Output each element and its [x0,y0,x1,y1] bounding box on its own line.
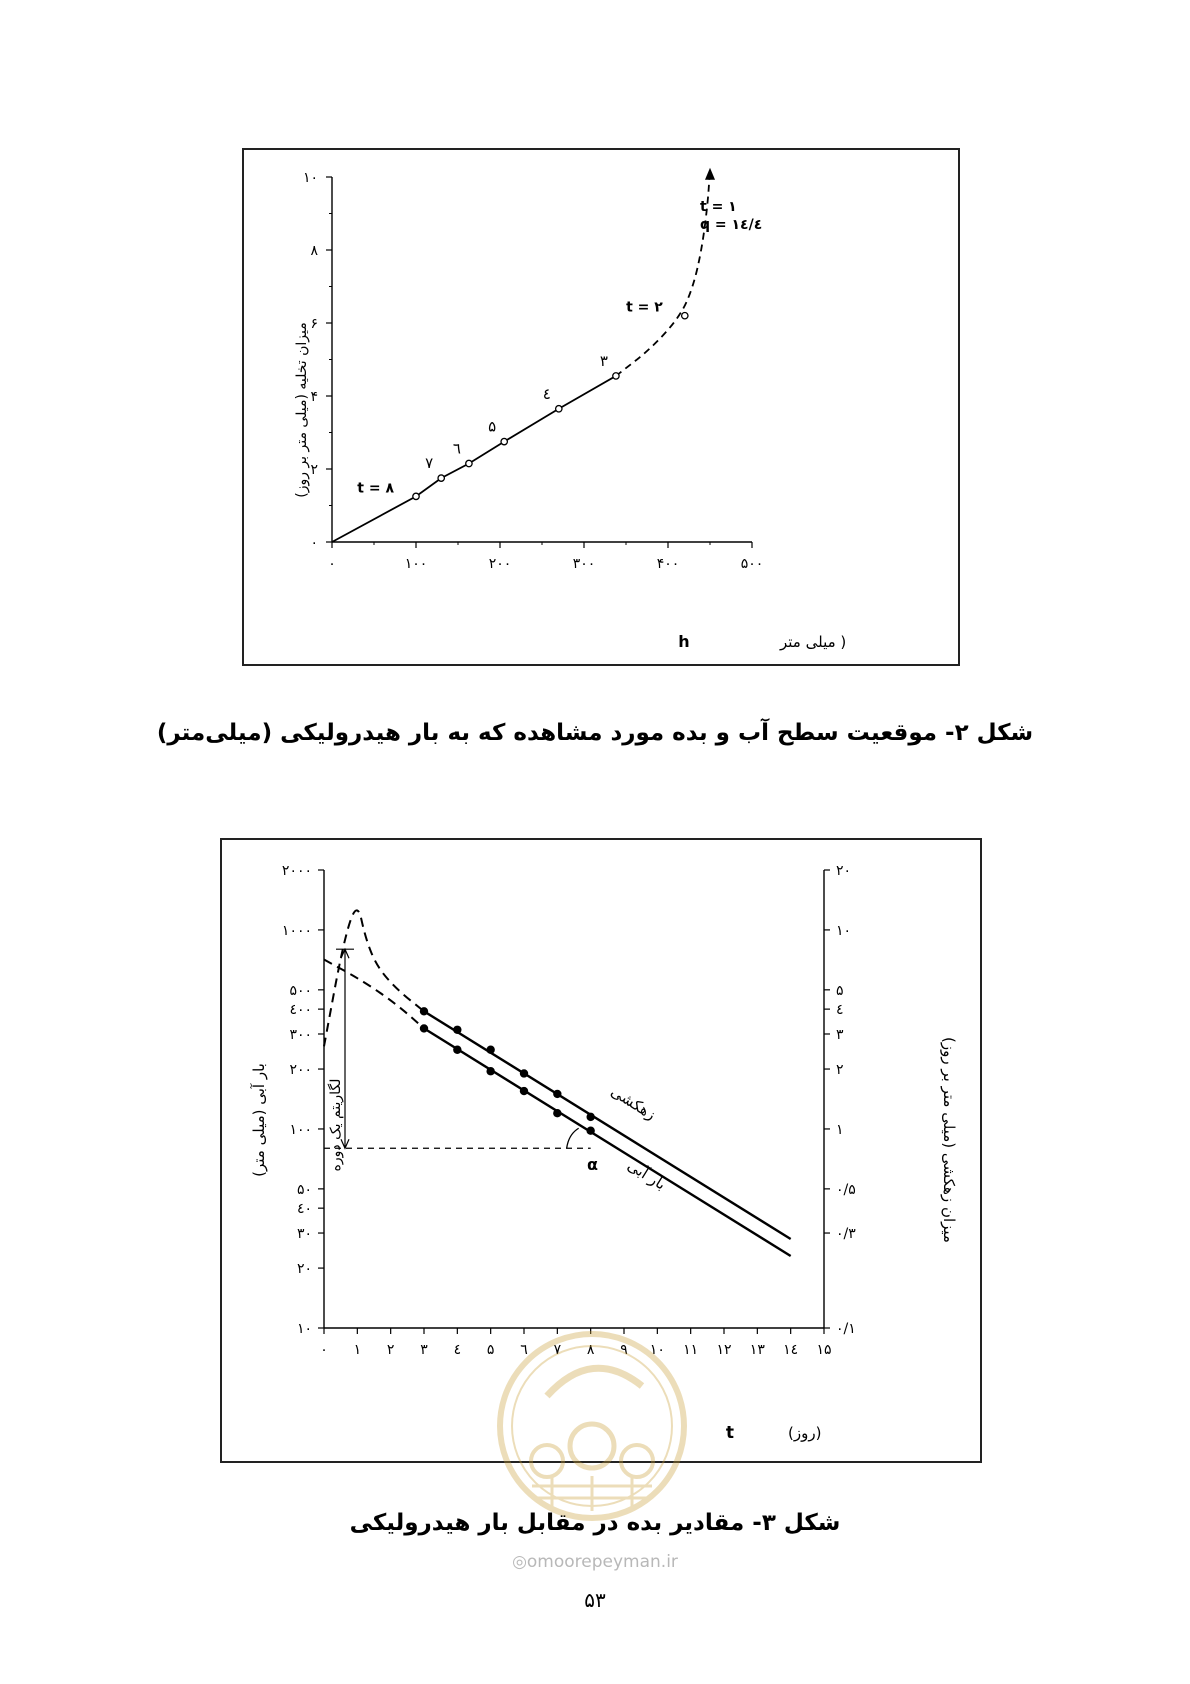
fig2-x-tick-label: ۰ [328,556,336,572]
fig3-x-tick-label: ۹ [620,1342,628,1358]
fig2-x-tick-label: ۳۰۰ [572,556,596,572]
fig3-y-left-tick-label: ۵۰۰ [289,982,312,999]
figure-2-caption: شکل ۲- موقعیت سطح آب و بده مورد مشاهده که به بار هیدرولیکی (میلی‌متر) [156,720,1034,746]
fig2-x-tick-label: ۲۰۰ [488,556,512,572]
fig2-point-label: ۷ [425,454,434,473]
fig3-x-tick-label: ۱ [353,1342,362,1358]
figure-2-axes [303,170,763,572]
fig3-data-point [553,1109,561,1117]
figure-3-lines [324,910,791,1256]
fig3-y-left-tick-label: ۱۰۰ [289,1121,312,1138]
fig3-y-left-tick-label: ۲۰ [296,1261,312,1278]
fig3-y-left-tick-label: ۱۰ [296,1321,312,1337]
fig2-data-point [438,475,444,481]
fig3-y-left-tick-label: ۲۰۰۰ [281,863,312,879]
fig3-y-right-tick-label: ٤ [836,1002,844,1019]
fig2-point-label: ٤ [542,384,551,403]
figure-2-annotation-q: q = ۱٤/٤ [700,217,763,233]
fig3-y-left-tick-label: ۲۰۰ [289,1062,312,1079]
fig3-x-tick-label: ۰ [320,1342,328,1358]
fig2-point-label: ۳ [599,351,608,370]
fig3-series-line-0 [424,1011,791,1239]
fig2-y-tick-label: ۲ [310,462,318,478]
fig2-arrowhead [705,168,715,180]
fig2-y-tick-label: ۸ [310,243,318,259]
fig3-y-left-tick-label: ٤۰۰ [289,1002,312,1019]
fig3-data-point [553,1090,561,1098]
fig3-y-left-tick-label: ۵۰ [296,1181,312,1198]
fig2-data-point [501,438,507,444]
fig3-x-tick-label: ۱۰ [649,1342,665,1358]
fig2-point-label: t = ۲ [626,299,663,316]
fig3-series-line-1 [424,1028,791,1256]
fig3-x-tick-label: ۱۵ [816,1342,832,1358]
fig3-series-label: بار آبی [624,1156,670,1194]
figure-3-ylabel-right: میزان زهکشی (میلی متر بر روز) [940,1037,958,1243]
seal-watermark [492,1326,692,1526]
figure-3-caption: شکل ۳- مقادیر بده در مقابل بار هیدرولیکی [349,1510,841,1536]
fig3-data-point [453,1046,461,1054]
fig3-y-right-tick-label: ۳ [836,1026,844,1043]
fig3-x-tick-label: ۷ [553,1342,562,1358]
fig3-series-label: زهکشی [607,1082,660,1124]
figure-2-frame [242,148,960,666]
figure-3-xlabel-var: t [725,1423,735,1443]
fig3-x-tick-label: ۱۳ [749,1342,765,1358]
fig3-x-tick-label: ۱٤ [783,1342,799,1358]
fig2-y-tick-label: ۶ [310,316,318,332]
figure-3-ylabel-left: بار آبی (میلی متر) [250,1063,268,1177]
fig2-x-tick-label: ۴۰۰ [656,556,680,572]
fig3-alpha-arc [567,1128,579,1148]
fig3-data-point [420,1007,428,1015]
fig2-x-tick-label: ۱۰۰ [404,556,428,572]
fig3-data-point [520,1087,528,1095]
figure-3-xlabel-unit: (روز) [788,1424,822,1442]
fig2-y-tick-label: ۱۰ [302,170,318,186]
figure-2-xlabel-var: h [678,632,690,651]
fig3-data-point [586,1127,594,1135]
watermark-site [0,1552,1190,1572]
fig3-x-tick-label: ۲ [386,1342,395,1358]
fig3-y-left-tick-label: ٤۰ [296,1201,312,1218]
fig3-data-point [520,1069,528,1077]
fig3-y-right-tick-label: ۲۰ [836,863,852,879]
figure-2-annotation-t1: t = ۱ [700,199,737,215]
fig2-data-point [613,373,619,379]
fig3-x-tick-label: ۱۱ [683,1342,699,1358]
fig3-x-tick-label: ۸ [586,1342,595,1358]
watermark-site-text: omoorepeyman.ir [526,1552,678,1572]
fig2-data-point [466,460,472,466]
fig3-data-point [420,1024,428,1032]
fig3-data-point [586,1113,594,1121]
fig3-series-dashed-0 [324,910,424,1046]
fig2-data-point [556,406,562,412]
fig3-data-point [486,1046,494,1054]
fig3-y-right-tick-label: ۰/۵ [836,1181,856,1198]
fig3-y-right-tick-label: ۰/۳ [836,1226,856,1243]
globe-icon: ◎ [512,1552,527,1572]
fig3-x-tick-label: ۳ [420,1342,428,1358]
fig2-point-label: ۵ [488,417,497,436]
fig3-data-point [453,1026,461,1034]
fig2-point-label: ٦ [452,439,461,458]
figure-2-xlabel-unit: ( میلی متر [780,633,847,651]
figure-3-period-label: لگاریتم یک دوره [328,1078,344,1172]
fig3-x-tick-label: ٤ [453,1342,462,1358]
fig2-series-solid [332,376,616,542]
fig3-x-tick-label: ۵ [486,1342,495,1358]
fig2-series-dashed [616,170,710,376]
fig2-data-point [413,493,419,499]
figure-2-points [357,300,688,500]
fig3-data-point [486,1067,494,1075]
figure-3-axes [282,863,856,1358]
fig3-y-right-tick-label: ۵ [836,982,844,999]
fig2-data-point [682,313,688,319]
fig3-y-right-tick-label: ۰/۱ [836,1321,856,1337]
fig3-x-tick-label: ۱۲ [716,1342,732,1358]
figure-3-alpha-label: α [587,1155,598,1174]
figure-2-ylabel: میزان تخلیه (میلی متر بر روز) [294,322,310,498]
fig3-y-left-tick-label: ۳۰۰ [289,1026,312,1043]
page-number: ۵۳ [584,1588,606,1612]
figure-2-chart [244,150,958,664]
fig3-x-tick-label: ٦ [520,1342,528,1358]
fig3-y-right-tick-label: ۲ [836,1062,844,1079]
fig2-x-tick-label: ۵۰۰ [740,556,764,572]
fig3-y-left-tick-label: ۳۰ [296,1226,312,1243]
fig2-y-tick-label: ۰ [310,535,318,551]
fig2-point-label: t = ۸ [357,480,394,497]
fig3-y-left-tick-label: ۱۰۰۰ [281,922,312,939]
fig3-y-right-tick-label: ۱۰ [836,922,852,939]
fig2-y-tick-label: ۴ [310,389,318,405]
fig3-y-right-tick-label: ۱ [836,1121,844,1138]
